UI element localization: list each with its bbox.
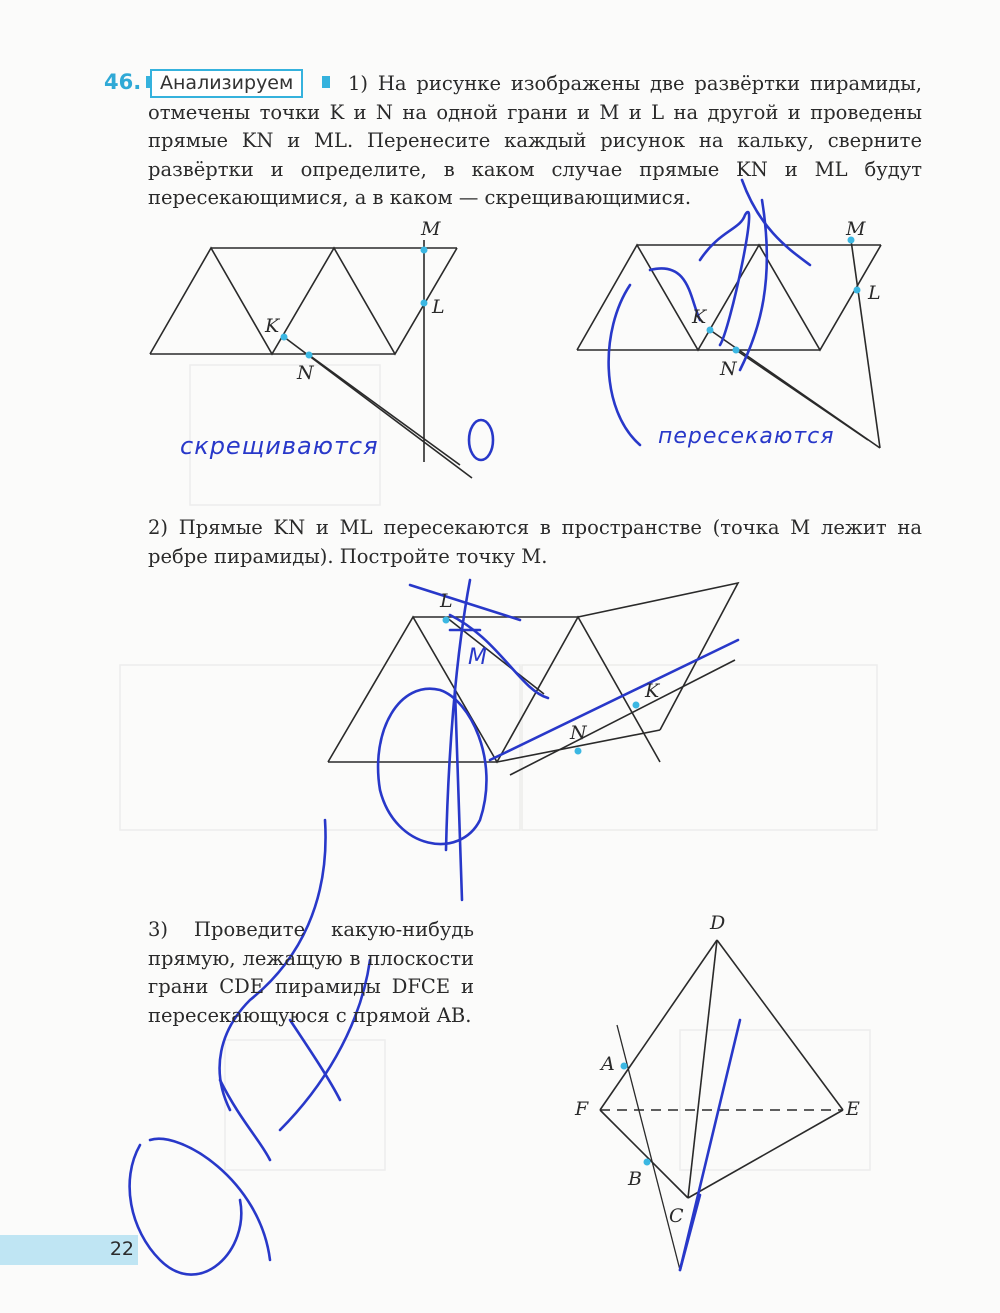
part1-text: 1) На рисунке изображены две развёртки пирамиды, отмечены точки K и N на одной грани и M и L на другой и проведены прямые KN и ML. Перенесите каждый рисунок на кальку, сверните развёртки и определите, в каком случае прямые KN и ML будут пересекающимися, а в каком — скрещивающимися. [148,72,922,209]
figure4-tetrahedron [600,940,843,1270]
fig2-label-n: N [720,358,737,380]
fig3-label-n: N [570,722,587,744]
fig4-label-d: D [710,912,726,934]
fig4-label-f: F [575,1098,589,1120]
fig2-label-l: L [868,282,881,304]
fig4-label-a: A [601,1053,615,1075]
page-number-bar [0,1235,138,1265]
handwritten-answer-left: скрещиваются [180,432,379,460]
figure2-net [577,240,881,448]
bleed-through [120,365,877,1170]
part3-text: 3) Проведите какую-нибудь прямую, лежащую в плоскости грани CDE пирамиды DFCE и пересекающуюся с прямой AB. [148,918,474,1027]
figure3-net [328,583,738,775]
fig3-label-l: L [440,590,453,612]
fig3-label-k: K [645,680,660,702]
fig2-label-k: K [692,306,707,328]
fig1-label-k: K [265,315,280,337]
fig4-label-e: E [846,1098,860,1120]
fig1-label-m: M [421,218,441,240]
fig1-label-n: N [297,362,314,384]
handwritten-letter-m: M [468,645,488,670]
fig1-label-l: L [432,296,445,318]
fig4-label-c: C [669,1205,684,1227]
analysis-tag: Анализируем [150,69,303,98]
page-number: 22 [109,1238,134,1260]
fig4-label-b: B [628,1168,642,1190]
fig2-label-m: M [846,218,866,240]
part2-text: 2) Прямые KN и ML пересекаются в пространстве (точка M лежит на ребре пирамиды). Постройте точку M. [148,516,922,568]
problem-number: 46. [104,70,142,94]
handwritten-answer-right: пересекаются [658,424,835,449]
figure4-points [621,1063,651,1166]
